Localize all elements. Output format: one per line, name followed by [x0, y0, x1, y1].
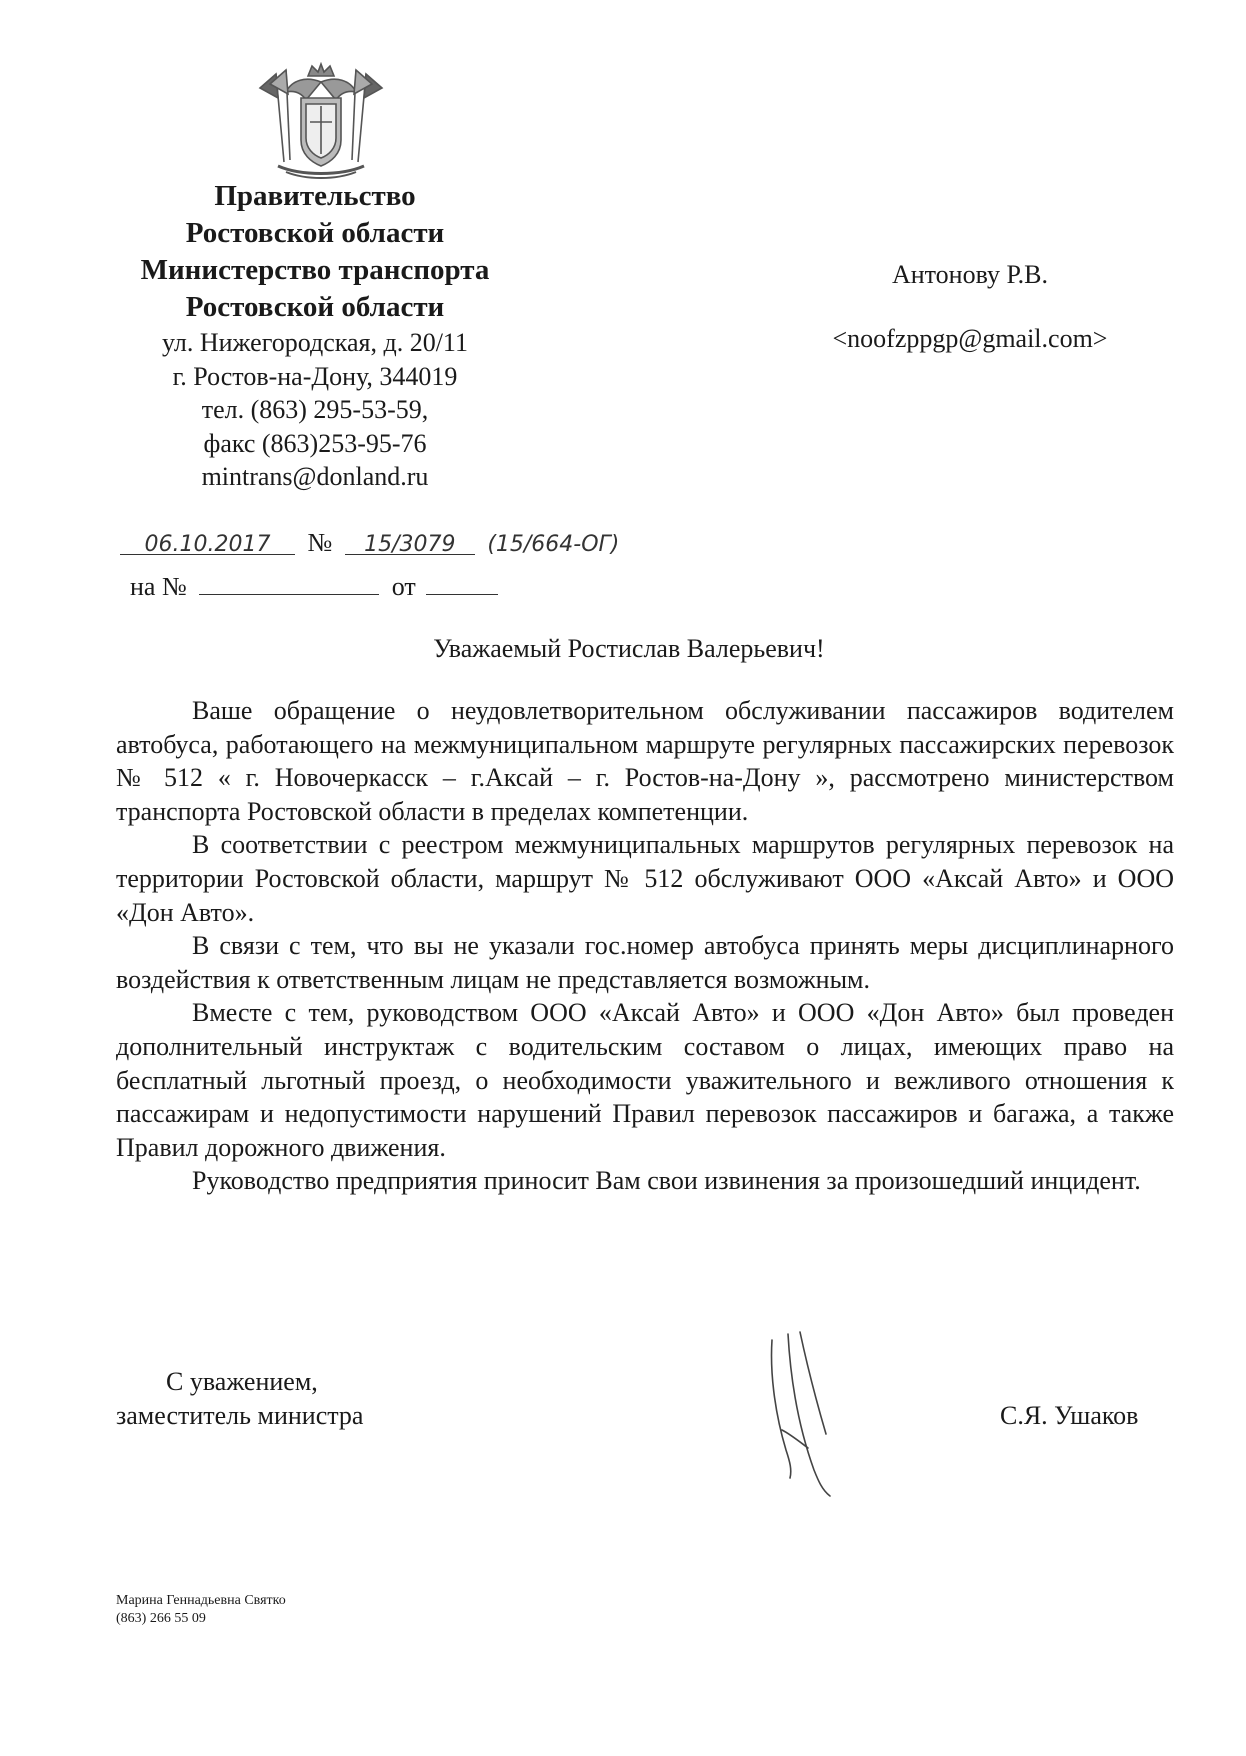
sender-fax: факс (863)253-95-76 [203, 428, 427, 458]
sender-org-line: Ростовской области [185, 217, 445, 249]
sender-org-line: Правительство [214, 180, 416, 212]
body-paragraph: В соответствии с реестром межмуниципальных маршрутов регулярных перевозок на территории Ростовской области, маршрут № 512 обслуживают ООО «Аксай Авто» и ООО «Дон Авто». [116, 830, 1174, 927]
closing-block [116, 1365, 363, 1433]
in-reply-label: на № [130, 572, 187, 601]
closing-position: заместитель министра [116, 1401, 364, 1430]
recipient-block [800, 255, 1140, 359]
sender-org-line: Ростовской области [185, 291, 445, 323]
executor-phone: (863) 266 55 09 [116, 1611, 206, 1626]
body-paragraph: Вместе с тем, руководством ООО «Аксай Авто» и ООО «Дон Авто» был проведен дополнительный инструктаж с водительским составом о лицах, имеющих право на бесплатный льготный проезд, о необходимости уважительного и вежливого отношения к пассажирам и недопустимости нарушений Правил перевозок пассажиров и багажа, а также Правил дорожного движения. [116, 998, 1174, 1162]
greeting: Уважаемый Ростислав Валерьевич! [433, 634, 825, 663]
in-reply-number-blank [199, 568, 379, 595]
from-date-blank [426, 568, 498, 595]
number-label: № [307, 528, 333, 557]
outgoing-number-extra: (15/664-ОГ) [487, 532, 620, 557]
body-paragraph: В связи с тем, что вы не указали гос.номер автобуса принять меры дисциплинарного воздействия к ответственным лицам не представляется возможным. [116, 931, 1174, 994]
closing-regards: С уважением, [166, 1367, 318, 1396]
recipient-name: Антонову Р.В. [891, 260, 1049, 289]
signature-icon [760, 1330, 850, 1500]
body-paragraph: Руководство предприятия приносит Вам свои извинения за произошедший инцидент. [192, 1166, 1141, 1196]
sender-email: mintrans@donland.ru [201, 462, 429, 491]
recipient-email: <noofzppgp@gmail.com> [832, 324, 1108, 353]
sender-address-line: г. Ростов-на-Дону, 344019 [172, 361, 458, 391]
outgoing-number: 15/3079 [364, 532, 456, 557]
signer-name: С.Я. Ушаков [1000, 1401, 1139, 1430]
outgoing-date: 06.10.2017 [144, 532, 271, 557]
executor-name: Марина Геннадьевна Святко [116, 1593, 286, 1608]
in-reply-registration [130, 568, 498, 602]
body-paragraph: Ваше обращение о неудовлетворительном обслуживании пассажиров водителем автобуса, работающего на межмуниципальном маршруте регулярных пассажирских перевозок № 512 « г. Новочеркасск – г.Аксай – г. Ростов-на-Дону », рассмотрено министерством транспорта Ростовской области в пределах компетенции. [116, 696, 1174, 826]
sender-address-line: ул. Нижегородская, д. 20/11 [162, 328, 468, 357]
executor-footer [116, 1592, 286, 1628]
letter-body [116, 694, 1174, 1198]
sender-block [100, 178, 530, 494]
coat-of-arms-icon [256, 62, 386, 180]
sender-phone: тел. (863) 295-53-59, [201, 395, 429, 424]
outgoing-registration [120, 528, 619, 560]
from-label: от [391, 572, 416, 601]
sender-org-line: Министерство транспорта [140, 254, 490, 286]
